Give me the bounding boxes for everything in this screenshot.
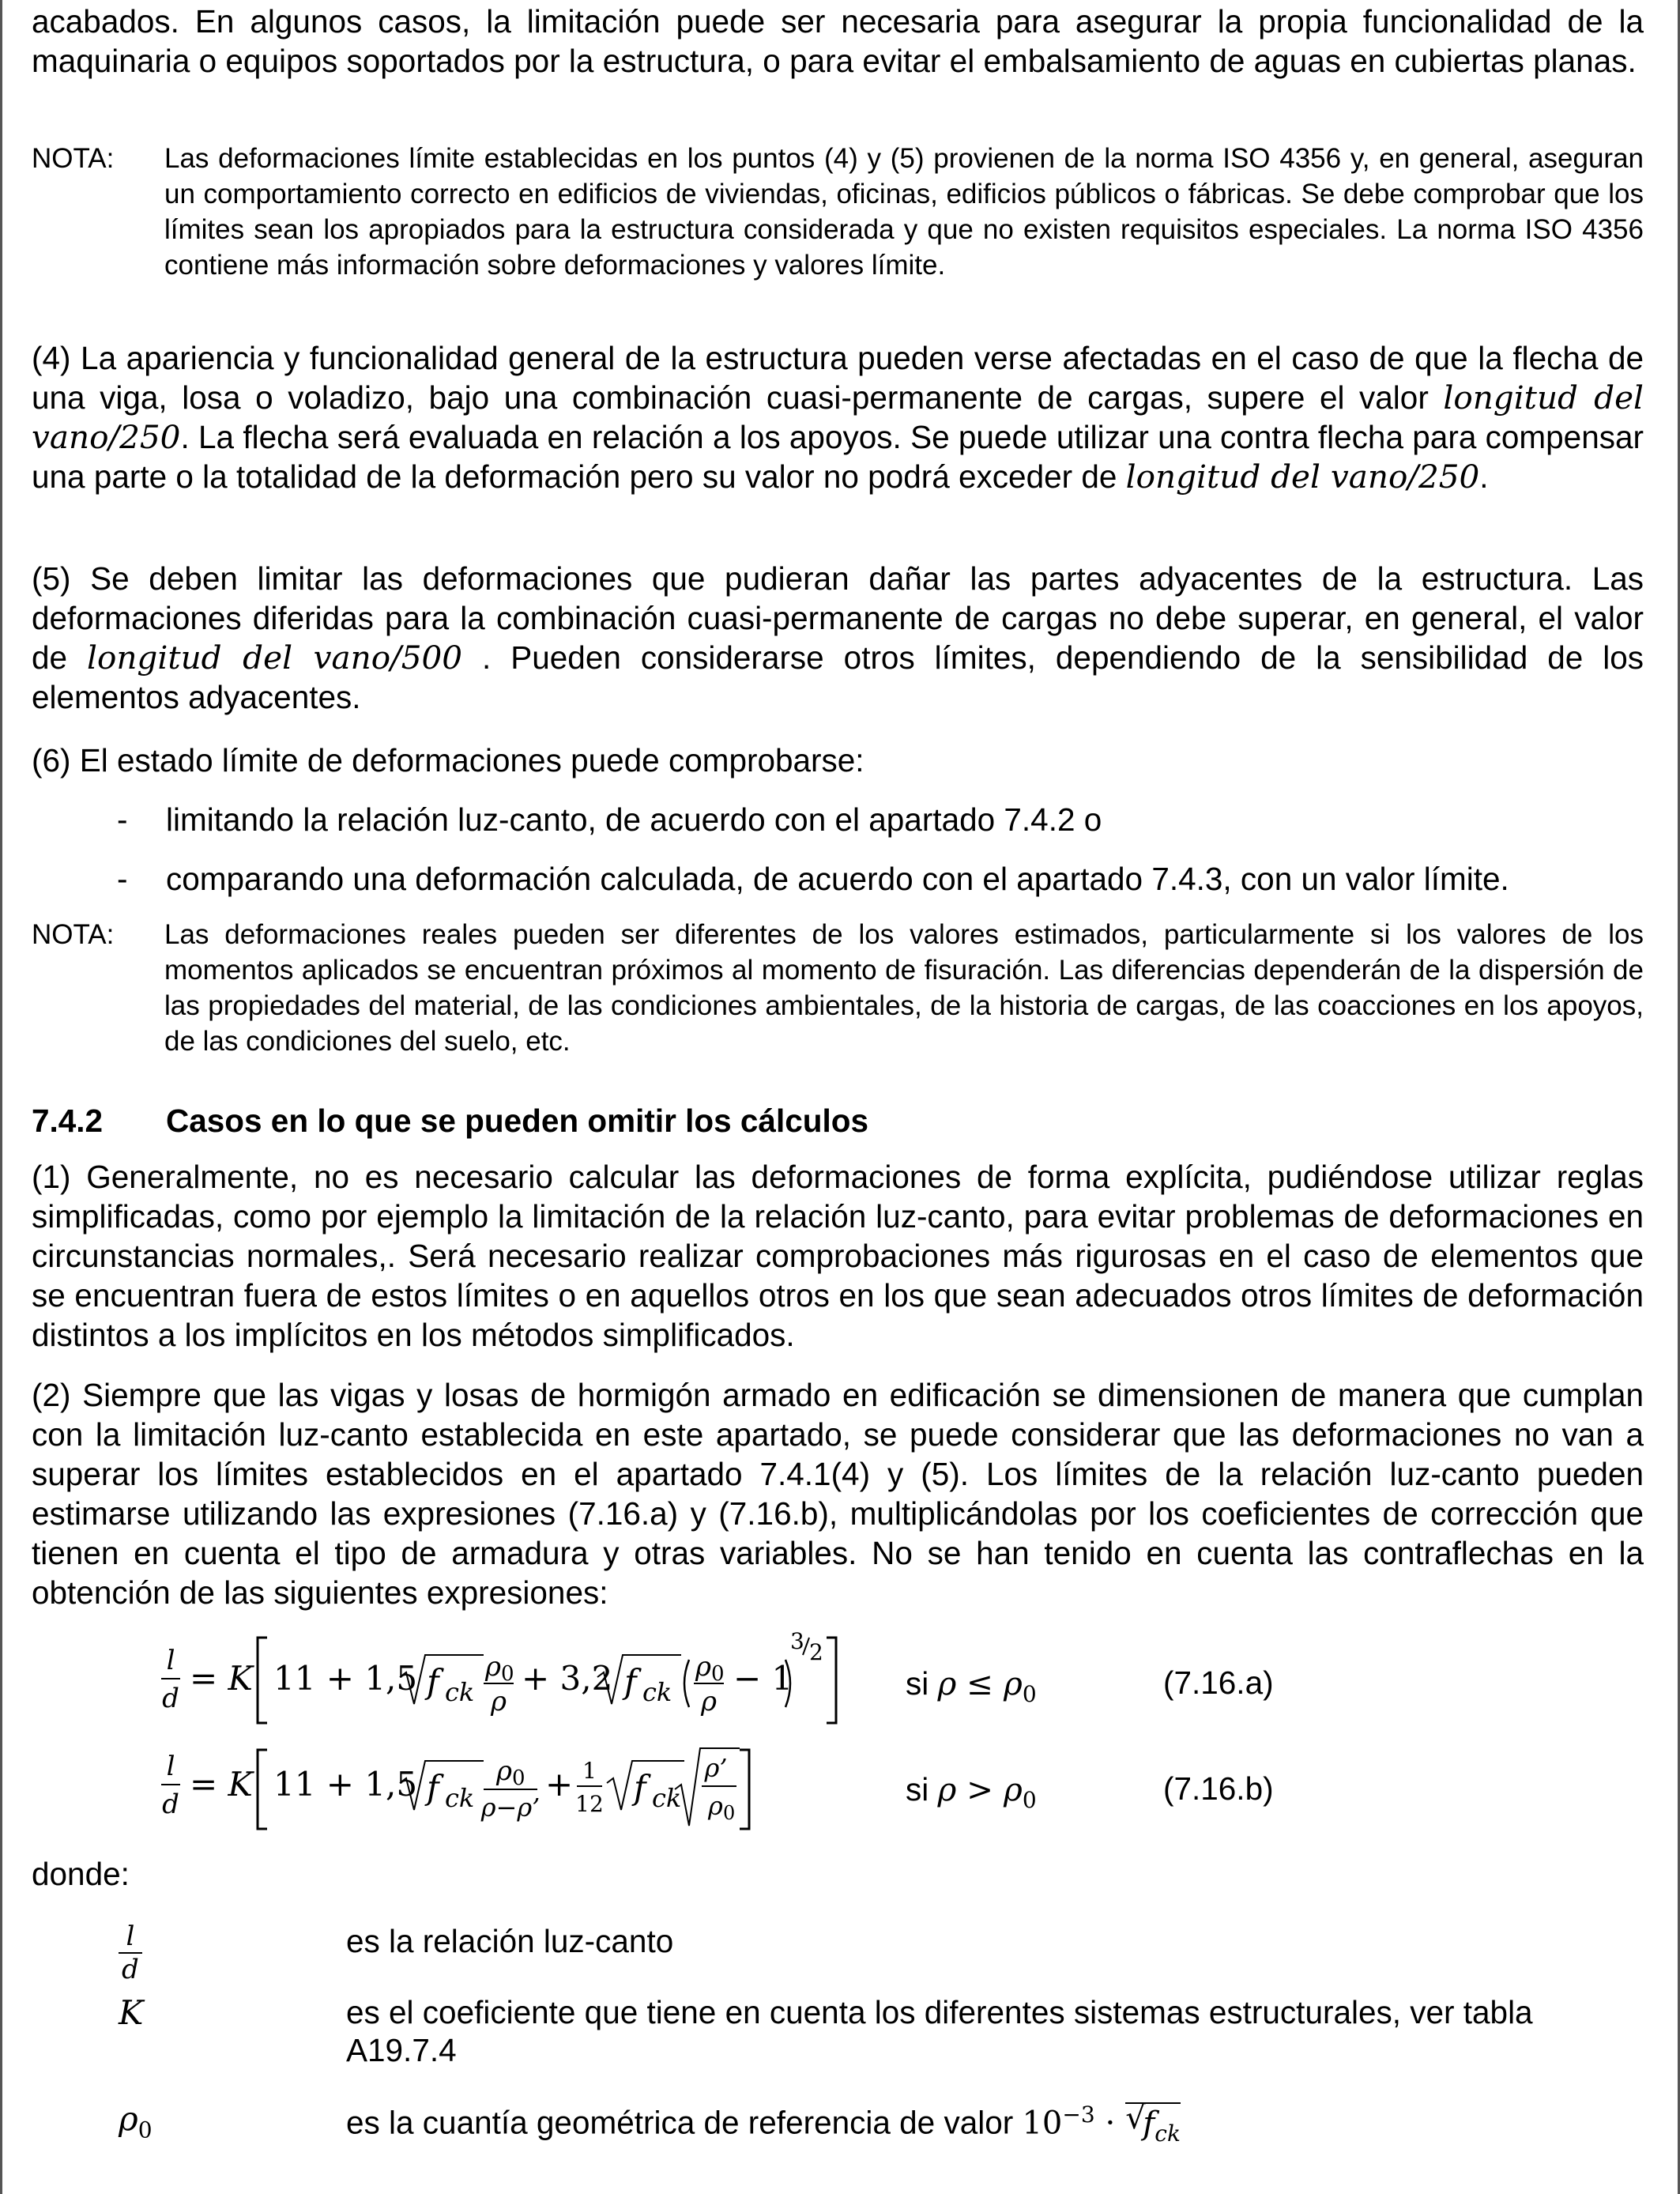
symbol-rho-0 bbox=[119, 2099, 153, 2143]
section-paragraph-1: (1) Generalmente, no es necesario calcular las deformaciones de forma explícita, pudiéndose utilizar reglas simplificadas, como por ejemplo la limitación de la relación luz-canto, para evitar problemas de deformaciones en circunstancias normales,. Será necesario realizar comprobaciones más rigurosas en el caso de elementos que se encuentran fuera de estos límites o en aquellos otros en los que sean adecuados otros límites de deformación distintos a los implícitos en los métodos simplificados. bbox=[32, 1159, 1644, 1353]
bullet-marker: - bbox=[117, 801, 128, 838]
sqrt-sub-ck: ck bbox=[652, 1783, 682, 1813]
page-border-left bbox=[0, 0, 2, 2194]
ratio-numerator-sub: 0 bbox=[512, 1766, 525, 1790]
note-text: Las deformaciones límite establecidas en los puntos (4) y (5) provienen de la norma ISO 4356 y, en general, aseguran un comportamiento correcto en edificios de viviendas, oficinas, edificios públicos o fábricas. Se debe comprobar que los límites sean los apropiados para la estructura considerada y que no existen requisitos especiales. La norma ISO 4356 contiene más información sobre deformaciones y valores límite. bbox=[164, 143, 1644, 281]
exponent-denominator: 2 bbox=[809, 1639, 823, 1665]
left-bracket bbox=[258, 1750, 267, 1829]
sqrt-sub-ck: ck bbox=[445, 1783, 475, 1813]
condition-math: ρ ≤ ρ bbox=[937, 1664, 1023, 1702]
section-number: 7.4.2 bbox=[32, 1103, 104, 1139]
p4-math-1: longitud del vano/250 bbox=[32, 379, 1644, 456]
ratio-numerator: ρ bbox=[485, 1651, 501, 1683]
condition bbox=[906, 1664, 1037, 1707]
equation-graphic bbox=[0, 1628, 1680, 1731]
condition bbox=[906, 1770, 1037, 1813]
lhs-denominator: d bbox=[162, 1683, 179, 1714]
sqrt-sub-ck: ck bbox=[1155, 2120, 1181, 2147]
note-label: NOTA: bbox=[32, 919, 115, 950]
symbol-fraction bbox=[119, 1921, 142, 1985]
equation-graphic bbox=[0, 1744, 1680, 1838]
p5-text-2: . Pueden considerarse otros límites, dependiendo de la sensibilidad de los elementos adyacentes. bbox=[32, 639, 1644, 715]
right-bracket bbox=[740, 1750, 749, 1829]
paren-denominator: ρ bbox=[701, 1686, 717, 1717]
definition-text: es la relación luz-canto bbox=[346, 1923, 674, 1959]
symbol-k: K bbox=[119, 1993, 144, 2032]
note-label: NOTA: bbox=[32, 143, 115, 174]
bullet-marker: - bbox=[117, 861, 128, 897]
symbol-denominator: d bbox=[122, 1954, 139, 1985]
equals-k: = K bbox=[190, 1659, 253, 1698]
section-paragraph-2: (2) Siempre que las vigas y losas de hormigón armado en edificación se dimensionen de manera que cumplan con la limitación luz-canto establecida en este apartado, se puede considerar que las deformaciones no van a superar los límites establecidos en el apartado 7.4.1(4) y (5). Los límites de la relación luz-canto pueden estimarse utilizando las expresiones (7.16.a) y (7.16.b), multiplicándolas por los coeficientes de corrección que tienen en cuenta el tipo de armadura y otras variables. No se han tenido en cuenta las contraflechas en la obtención de las siguientes expresiones: bbox=[32, 1377, 1644, 1611]
exponent-numerator: 3 bbox=[790, 1628, 804, 1654]
right-bracket bbox=[827, 1638, 836, 1723]
paragraph-5 bbox=[32, 559, 1644, 717]
coef-numerator: 1 bbox=[582, 1758, 597, 1784]
condition-prefix: si bbox=[906, 1665, 938, 1702]
section-title: Casos en lo que se pueden omitir los cálculos bbox=[166, 1103, 868, 1139]
note-2 bbox=[32, 917, 1644, 1059]
sqrt-f: f bbox=[1143, 2103, 1155, 2142]
sqrt-sub-ck: ck bbox=[445, 1677, 475, 1707]
equation-reference: (7.16.b) bbox=[1163, 1770, 1274, 1807]
p4-math-2: longitud del vano/250 bbox=[1125, 458, 1480, 496]
lhs-numerator: l bbox=[166, 1645, 175, 1676]
sqrt-f: f bbox=[427, 1768, 439, 1807]
plus-sign: + bbox=[545, 1765, 574, 1804]
note-text: Las deformaciones reales pueden ser diferentes de los valores estimados, particularmente si los valores de los momentos aplicados se encuentran próximos al momento de fisuración. Las diferencias dependerán de la dispersión de las propiedades del material, de las condiciones ambientales, de la historia de cargas, de las coacciones en los apoyos, de las condiciones del suelo, etc. bbox=[164, 919, 1644, 1057]
coefficient-2: + 3,2 bbox=[522, 1659, 613, 1698]
lhs-numerator: l bbox=[166, 1751, 175, 1782]
ratio-numerator-sub: 0 bbox=[501, 1662, 514, 1686]
coefficient-1: 11 + 1,5 bbox=[273, 1659, 418, 1698]
symbol-numerator: l bbox=[119, 1921, 142, 1954]
bullet-text: comparando una deformación calculada, de acuerdo con el apartado 7.4.3, con un valor límite. bbox=[166, 861, 1509, 897]
definition-text: es la cuantía geométrica de referencia de valor bbox=[346, 2104, 1023, 2141]
paren-numerator-sub: 0 bbox=[711, 1662, 725, 1686]
coef-denominator: 12 bbox=[575, 1791, 604, 1817]
p4-text-2: . La flecha será evaluada en relación a los apoyos. Se puede utilizar una contra flecha para compensar una parte o la totalidad de la deformación pero su valor no podrá exceder de bbox=[32, 419, 1644, 495]
note-1 bbox=[32, 141, 1644, 319]
last-denominator: ρ bbox=[708, 1791, 723, 1821]
ratio-denominator: ρ−ρ’ bbox=[480, 1793, 541, 1823]
equals-k: = K bbox=[190, 1765, 253, 1804]
symbol-sub: 0 bbox=[137, 2117, 153, 2143]
sqrt-icon: √ bbox=[1125, 2099, 1146, 2136]
sqrt-f: f bbox=[427, 1662, 439, 1701]
ratio-numerator: ρ bbox=[496, 1755, 512, 1787]
p4-text-1: (4) La apariencia y funcionalidad general de la estructura pueden verse afectadas en el caso de que la flecha de una viga, losa o voladizo, bajo una combinación cuasi-permanente de cargas, supere el valor bbox=[32, 340, 1644, 416]
symbol-l-over-d bbox=[119, 1921, 142, 1985]
dot-operator: · bbox=[1094, 2103, 1126, 2142]
paragraph-top: acabados. En algunos casos, la limitación puede ser necesaria para asegurar la propia funcionalidad de la maquinaria o equipos soportados por la estructura, o para evitar el embalsamiento de aguas en cubiertas planas. bbox=[32, 3, 1644, 79]
coefficient-1: 11 + 1,5 bbox=[273, 1765, 418, 1804]
last-numerator: ρ’ bbox=[704, 1753, 728, 1783]
condition-sub: 0 bbox=[1022, 1681, 1037, 1708]
power-exponent: −3 bbox=[1062, 2102, 1095, 2128]
donde-label: donde: bbox=[32, 1856, 130, 1892]
paren-numerator: ρ bbox=[695, 1651, 711, 1683]
minus-one: − 1 bbox=[733, 1659, 793, 1698]
definition-text: es el coeficiente que tiene en cuenta los diferentes sistemas estructurales, ver tabla A19.7.4 bbox=[346, 1994, 1533, 2068]
paragraph-4 bbox=[32, 338, 1644, 496]
condition-prefix: si bbox=[906, 1771, 938, 1808]
p5-math-1: longitud del vano/500 bbox=[87, 639, 463, 677]
condition-math: ρ > ρ bbox=[937, 1770, 1023, 1808]
sqrt-fck bbox=[1125, 2099, 1181, 2153]
p5-text-1: (5) Se deben limitar las deformaciones que pudieran dañar las partes adyacentes de la estructura. Las deformaciones diferidas para la combinación cuasi-permanente de cargas no debe superar, en general, el valor de bbox=[32, 560, 1644, 676]
equation-7-16-b bbox=[0, 1744, 1680, 1838]
symbol-rho: ρ bbox=[119, 2099, 138, 2138]
equation-7-16-a bbox=[0, 1628, 1680, 1731]
left-paren bbox=[684, 1660, 689, 1707]
definition-text-rho bbox=[346, 2096, 1644, 2153]
paragraph-6: (6) El estado límite de deformaciones puede comprobarse: bbox=[32, 742, 864, 778]
sqrt-sub-ck: ck bbox=[642, 1677, 672, 1707]
ratio-denominator: ρ bbox=[491, 1686, 507, 1717]
left-bracket bbox=[258, 1638, 267, 1723]
power-base: 10 bbox=[1022, 2105, 1063, 2142]
last-denominator-sub: 0 bbox=[723, 1802, 736, 1824]
sqrt-f: f bbox=[624, 1662, 637, 1701]
p4-text-3: . bbox=[1479, 458, 1489, 495]
lhs-denominator: d bbox=[162, 1789, 179, 1820]
condition-sub: 0 bbox=[1022, 1787, 1037, 1814]
sqrt-f: f bbox=[634, 1768, 646, 1807]
bullet-text: limitando la relación luz-canto, de acuerdo con el apartado 7.4.2 o bbox=[166, 801, 1102, 838]
equation-reference: (7.16.a) bbox=[1163, 1664, 1274, 1701]
